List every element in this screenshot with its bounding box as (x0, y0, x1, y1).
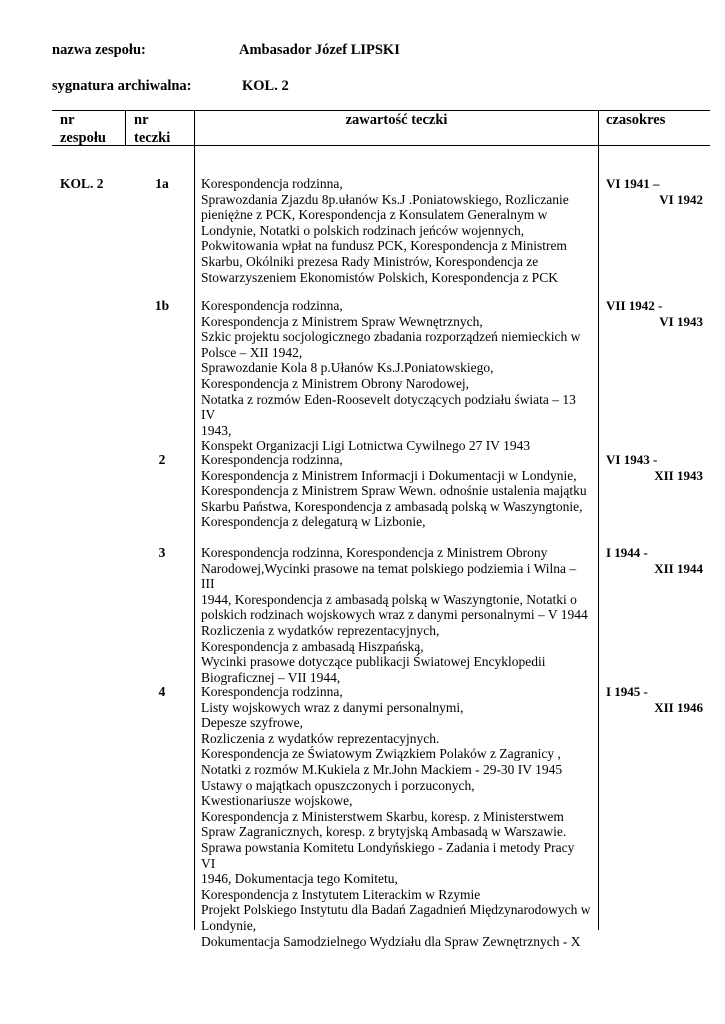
header-nr-teczki-line2: teczki (134, 130, 171, 146)
row-1b-nr: 1b (154, 298, 170, 313)
row-4-period-end: XII 1946 (654, 699, 703, 715)
row-1b-content: Korespondencja rodzinna, Korespondencja z Ministrem Spraw Wewnętrznych, Szkic projektu socjologicznego zbadania rozporządzeń niemieckich w Polsce – XII 1942, Sprawozdanie Kola 8 p.Ułanów Ks.J.Poniatowskiego, Korespondencja z Ministrem Obrony Narodowej, Notatka z rozmów Eden-Roosevelt dotyczących podziału świata – 13 IV 1943, Konspekt Organizacji Ligi Lotnictwa Cywilnego 27 IV 1943 (201, 298, 581, 454)
row-1a-content: Korespondencja rodzinna, Sprawozdania Zjazdu 8p.ułanów Ks.J .Poniatowskiego, Rozliczanie pieniężne z PCK, Korespondencja z Konsulatem Generalnym w Londynie, Notatki o polskich rodzinach jeńców wojennych, Pokwitowania wpłat na fundusz PCK, Korespondencja z Ministrem Skarbu, Okólniki prezesa Rady Ministrów, Korespondencja ze Stowarzyszeniem Ekonomistów Polskich, Korespondencja z PCK (201, 176, 569, 285)
column-divider-3 (598, 110, 599, 930)
row-1a-period (606, 176, 703, 207)
header-nr-teczki-line1: nr (134, 112, 149, 128)
header-zawartosc: zawartość teczki (345, 112, 448, 128)
row-1a-period-start: VI 1941 – (606, 176, 660, 191)
row-3-period-start: I 1944 - (606, 545, 648, 560)
row-3-content: Korespondencja rodzinna, Korespondencja z Ministrem Obrony Narodowej,Wycinki prasowe na temat polskiego podziemia i Wilna – III 1944, Korespondencja z ambasadą polską w Waszyngtonie, Notatki o polskich rodzinach wojskowych wraz z danymi personalnymi – V 1944 Rozliczenia z wydatków reprezentacyjnych, Korespondencja z ambasadą Hiszpańską, Wycinki prasowe dotyczące publikacji Światowej Encyklopedii Biograficznej – VII 1944, (201, 545, 588, 685)
row-4-nr: 4 (158, 684, 166, 699)
row-3-nr: 3 (158, 545, 166, 560)
row-3-period-end: XII 1944 (654, 560, 703, 576)
row-1b-period (606, 298, 703, 329)
row-4-content: Korespondencja rodzinna, Listy wojskowych wraz z danymi personalnymi, Depesze szyfrowe, Rozliczenia z wydatków reprezentacyjnych. Korespondencja ze Światowym Związkiem Polaków z Zagranicy , Notatki z rozmów M.Kukiela z Mr.John Mackiem - 29-30 IV 1945 Ustawy o majątkach opuszczonych i porzuconych, Kwestionariusze wojskowe, Korespondencja z Ministerstwem Skarbu, koresp. z Ministerstwem Spraw Zagranicznych, koresp. z brytyjską Ambasadą w Warszawie. Sprawa powstania Komitetu Londyńskiego - Zadania i metody Pracy VI 1946, Dokumentacja tego Komitetu, Korespondencja z Instytutem Literackim w Rzymie Projekt Polskiego Instytutu dla Badań Zagadnień Międzynarodowych w Londynie, Dokumentacja Samodzielnego Wydziału dla Spraw Zewnętrznych - X (201, 684, 591, 949)
header-czasokres: czasokres (606, 112, 666, 128)
row-1b-period-end: VI 1943 (659, 313, 703, 329)
zespol-cell: KOL. 2 (60, 176, 104, 191)
sygnatura-value: KOL. 2 (242, 78, 289, 94)
zespol-label: nazwa zespołu: (52, 42, 146, 58)
sygnatura-label: sygnatura archiwalna: (52, 78, 192, 94)
row-2-nr: 2 (158, 452, 166, 467)
header-nr-teczki (134, 111, 170, 147)
row-2-content: Korespondencja rodzinna, Korespondencja z Ministrem Informacji i Dokumentacji w Londynie, Korespondencja z Ministrem Spraw Wewn. odnośnie ustalenia majątku Skarbu Państwa, Korespondencja z ambasadą polską w Waszyngtonie, Korespondencja z delegaturą w Lizbonie, (201, 452, 587, 530)
column-divider-1 (125, 110, 126, 145)
row-2-period (606, 452, 703, 483)
zespol-value: Ambasador Józef LIPSKI (239, 42, 400, 58)
header-nr-zespolu-line1: nr (60, 112, 75, 128)
row-1a-nr: 1a (155, 176, 169, 191)
header-nr-zespolu-line2: zespołu (60, 130, 106, 146)
row-1a-period-end: VI 1942 (659, 191, 703, 207)
row-1b-period-start: VII 1942 - (606, 298, 663, 313)
row-4-period (606, 684, 703, 715)
row-2-period-end: XII 1943 (654, 467, 703, 483)
row-2-period-start: VI 1943 - (606, 452, 658, 467)
header-nr-zespolu (60, 111, 106, 147)
column-divider-2 (194, 110, 195, 930)
row-3-period (606, 545, 703, 576)
row-4-period-start: I 1945 - (606, 684, 648, 699)
